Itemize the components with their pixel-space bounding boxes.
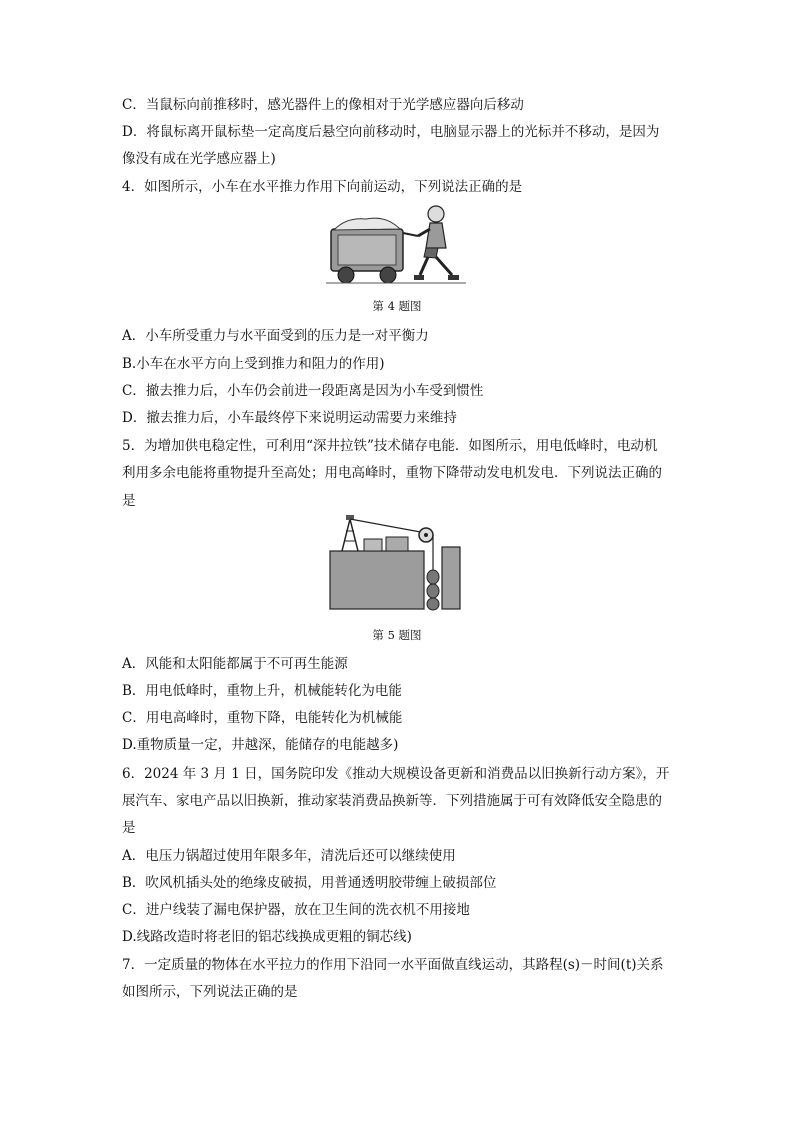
q5-stem-line3: 是 [122,493,136,509]
q5-stem-line1: 5．为增加供电稳定性，可利用“深井拉铁”技术储存电能．如图所示，用电低峰时，电动机 [122,438,658,454]
q6-stem-line3: 是 [122,820,136,836]
q7-stem-line1: 7．一定质量的物体在水平拉力的作用下沿同一水平面做直线运动，其路程(s)－时间(t)关系 [122,957,664,973]
q5-option-d: D.重物质量一定，井越深，能储存的电能越多) [122,737,399,753]
q6-option-a: A．电压力锅超过使用年限多年，清洗后还可以继续使用 [122,848,456,864]
q4-stem: 4．如图所示，小车在水平推力作用下向前运动，下列说法正确的是 [122,179,523,195]
q5-stem-line2: 利用多余电能将重物提升至高处；用电高峰时，重物下降带动发电机发电．下列说法正确的 [122,465,662,481]
q3-option-d-line2: 像没有成在光学感应器上) [122,151,276,167]
q4-figure-caption: 第 4 题图 [372,299,422,313]
q6-option-c: C．进户线装了漏电保护器，放在卫生间的洗衣机不用接地 [122,902,470,918]
q6-stem-line1: 6．2024 年 3 月 1 日，国务院印发《推动大规模设备更新和消费品以旧换新行动方案》，开 [122,766,670,782]
q5-option-b: B．用电低峰时，重物上升，机械能转化为电能 [122,683,402,699]
q5-figure-deep-well-gravity-storage [328,511,464,615]
q6-stem-line2: 展汽车、家电产品以旧换新，推动家装消费品换新等．下列措施属于可有效降低安全隐患的 [122,793,662,809]
q4-option-d: D．撤去推力后，小车最终停下来说明运动需要力来维持 [122,410,457,426]
q6-option-d: D.线路改造时将老旧的铝芯线换成更粗的铜芯线) [122,929,412,945]
q7-stem-line2: 如图所示，下列说法正确的是 [122,984,298,1000]
q5-figure-caption: 第 5 题图 [372,628,422,642]
q3-option-c: C．当鼠标向前推移时，感光器件上的像相对于光学感应器向后移动 [122,97,524,113]
q4-option-a: A．小车所受重力与水平面受到的压力是一对平衡力 [122,328,429,344]
q5-option-c: C．用电高峰时，重物下降，电能转化为机械能 [122,710,403,726]
q4-option-b: B.小车在水平方向上受到推力和阻力的作用) [122,356,385,372]
q4-option-c: C．撤去推力后，小车仍会前进一段距离是因为小车受到惯性 [122,383,484,399]
q6-option-b: B．吹风机插头处的绝缘皮破损，用普通透明胶带缠上破损部位 [122,875,497,891]
q5-option-a: A．风能和太阳能都属于不可再生能源 [122,656,348,672]
q3-option-d-line1: D．将鼠标离开鼠标垫一定高度后悬空向前移动时，电脑显示器上的光标并不移动，是因为 [122,124,660,140]
q4-figure-boy-pushing-cart [326,203,466,285]
